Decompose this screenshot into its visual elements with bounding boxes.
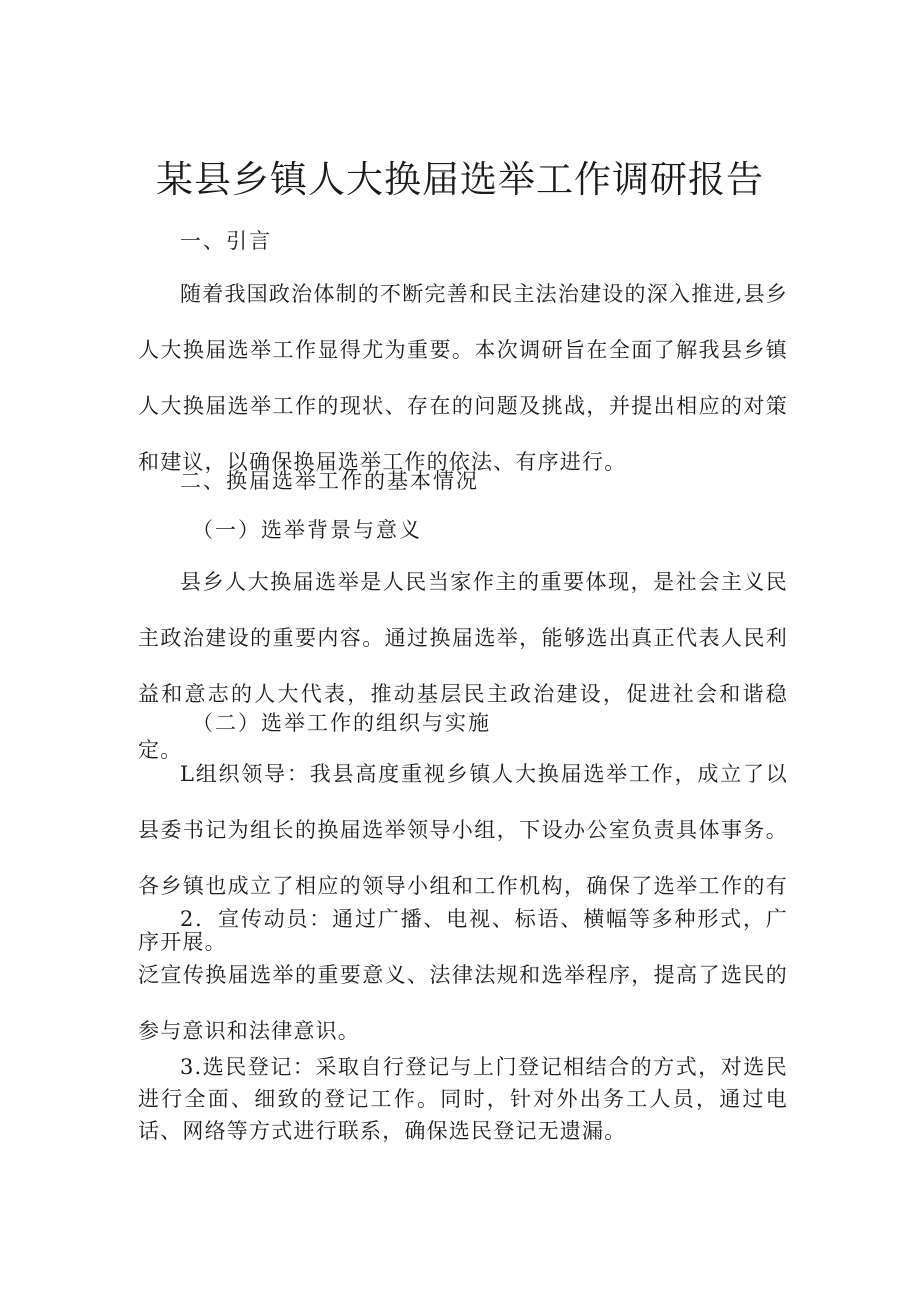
section-heading-introduction: 一、引言	[180, 229, 272, 253]
list-item-voter-registration: 3.选民登记：采取自行登记与上门登记相结合的方式，对选民进行全面、细致的登记工作。同时，针对外出务工人员，通过电话、网络等方式进行联系，确保选民登记无遗漏。	[138, 1055, 788, 1143]
introduction-paragraph: 随着我国政治体制的不断完善和民主法治建设的深入推进,县乡人大换届选举工作显得尤为重要。本次调研旨在全面了解我县乡镇人大换届选举工作的现状、存在的问题及挑战，并提出相应的对策和建议，以确保换届选举工作的依法、有序进行。	[138, 282, 788, 474]
background-paragraph: 县乡人大换届选举是人民当家作主的重要体现，是社会主义民主政治建设的重要内容。通过换届选举，能够选出真正代表人民利益和意志的人大代表，推动基层民主政治建设，促进社会和谐稳定。	[138, 570, 788, 762]
subsection-heading-background: （一）选举背景与意义	[192, 518, 422, 542]
subsection-heading-organization: （二）选举工作的组织与实施	[192, 711, 491, 735]
document-title: 某县乡镇人大换届选举工作调研报告	[156, 158, 764, 201]
section-heading-basic-situation: 二、换届选举工作的基本情况	[180, 469, 479, 493]
list-item-organization-leadership: L组织领导：我县高度重视乡镇人大换届选举工作，成立了以县委书记为组长的换届选举领导小组，下设办公室负责具体事务。各乡镇也成立了相应的领导小组和工作机构，确保了选举工作的有序开展。	[138, 762, 788, 954]
list-item-publicity-mobilization: 2．宣传动员：通过广播、电视、标语、横幅等多种形式，广泛宣传换届选举的重要意义、法律法规和选举程序，提高了选民的参与意识和法律意识。	[138, 907, 788, 1043]
